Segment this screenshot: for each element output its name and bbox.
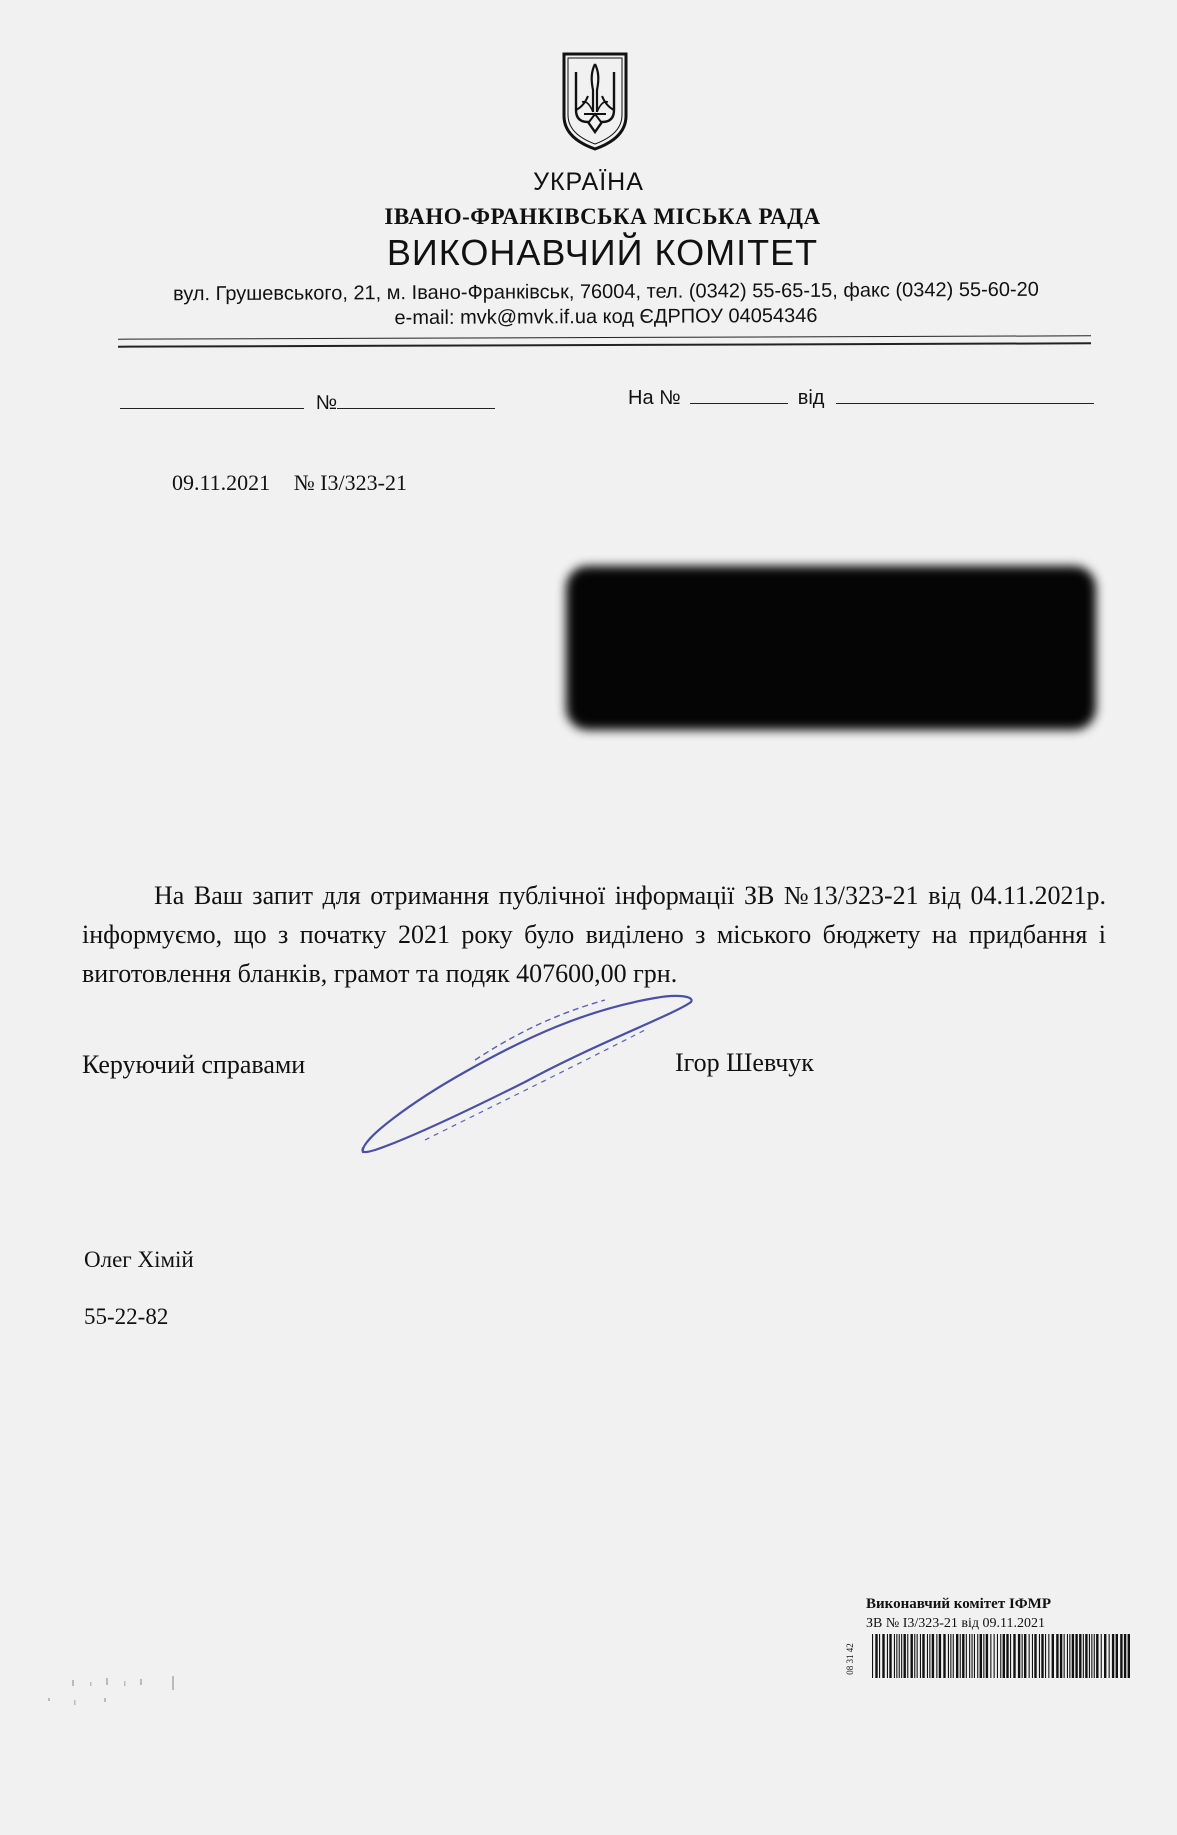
barcode-bar: [1101, 1634, 1102, 1678]
email-code-line: e-mail: mvk@mvk.if.ua код ЄДРПОУ 04054346: [394, 304, 818, 330]
barcode-bar: [1083, 1634, 1084, 1678]
barcode-bar: [1067, 1634, 1068, 1678]
barcode-bar: [939, 1634, 941, 1678]
barcode-bar: [1056, 1634, 1058, 1678]
barcode-bar: [972, 1634, 973, 1678]
barcode-bar: [1064, 1634, 1065, 1678]
barcode-bar: [943, 1634, 945, 1678]
barcode-bar: [1032, 1634, 1033, 1678]
barcode-bar: [899, 1634, 900, 1678]
handwritten-signature-icon: [355, 990, 705, 1170]
barcode-bar: [1052, 1634, 1054, 1678]
barcode-bar: [901, 1634, 902, 1678]
barcode-bar: [1041, 1634, 1043, 1678]
barcode-bar: [1124, 1634, 1126, 1678]
barcode-bar: [1094, 1634, 1095, 1678]
barcode-bar: [966, 1634, 967, 1678]
committee-heading: ВИКОНАВЧИЙ КОМІТЕТ: [386, 232, 819, 273]
barcode-bar: [1089, 1634, 1090, 1678]
barcode-bar: [956, 1634, 958, 1678]
country-heading: УКРАЇНА: [533, 168, 644, 196]
outgoing-date-blank-line: [120, 390, 304, 409]
header-rule-thin: [118, 335, 1091, 339]
barcode-bar: [1116, 1634, 1118, 1678]
barcode-bar: [969, 1634, 970, 1678]
barcode-bar: [1022, 1634, 1023, 1678]
registration-stamp: [844, 1596, 1134, 1688]
address-line: вул. Грушевського, 21, м. Івано-Франківськ, 76004, тел. (0342) 55-65-15, факс (0342) 55-60-20: [173, 278, 1039, 306]
header-rule-thick: [118, 342, 1091, 347]
barcode-bar: [911, 1634, 913, 1678]
body-paragraph: На Ваш запит для отримання публічної інформації ЗВ №13/323-21 від 04.11.2021р. інформуємо, що з початку 2021 року було виділено з міського бюджету на придбання і виготовлення бланків, грамот та подяк 407600,00 грн.: [82, 881, 1106, 988]
barcode-bar: [1003, 1634, 1005, 1678]
barcode-bar: [994, 1634, 995, 1678]
barcode-bar: [1096, 1634, 1098, 1678]
executor-phone: 55-22-82: [84, 1304, 169, 1329]
stamp-time: 08 31 42: [844, 1643, 855, 1675]
outgoing-reference: [172, 470, 407, 496]
barcode-bar: [960, 1634, 961, 1678]
barcode-bar: [896, 1634, 897, 1678]
barcode-bar: [977, 1634, 978, 1678]
barcode-bar: [1128, 1634, 1130, 1678]
barcode-bar: [894, 1634, 895, 1678]
barcode-bar: [986, 1634, 988, 1678]
barcode-bar: [1029, 1634, 1030, 1678]
barcode-bar: [936, 1634, 937, 1678]
barcode-bar: [980, 1634, 982, 1678]
redacted-addressee-block: [566, 566, 1096, 730]
barcode-bar: [875, 1634, 877, 1678]
barcode-bar: [1024, 1634, 1026, 1678]
number-blank-line: [337, 390, 495, 409]
signer-title: Керуючий справами: [82, 1050, 306, 1079]
barcode-bar: [950, 1634, 951, 1678]
barcode-bar: [962, 1634, 964, 1678]
stamp-title: Виконавчий комітет ІФМР: [866, 1596, 1051, 1612]
barcode-bar: [882, 1634, 884, 1678]
council-heading: ІВАНО-ФРАНКІВСЬКА МІСЬКА РАДА: [384, 204, 821, 229]
barcode-bar: [1072, 1634, 1074, 1678]
barcode-bar: [914, 1634, 915, 1678]
barcode-bar: [1048, 1634, 1049, 1678]
barcode-bar: [1104, 1634, 1106, 1678]
barcode-bar: [1010, 1634, 1011, 1678]
outgoing-date: 09.11.2021: [172, 470, 271, 495]
barcode-bar: [1000, 1634, 1001, 1678]
barcode-bar: [997, 1634, 998, 1678]
executor-name: Олег Хімій: [84, 1247, 194, 1272]
barcode-bar: [990, 1634, 991, 1678]
barcode-bar: [929, 1634, 930, 1678]
in-reply-number-blank-line: [690, 385, 788, 404]
barcode-bar: [887, 1634, 888, 1678]
barcode-bar: [927, 1634, 928, 1678]
barcode-bar: [1018, 1634, 1020, 1678]
in-reply-date-blank-line: [836, 385, 1094, 404]
barcode-bar: [1060, 1634, 1062, 1678]
barcode-bar: [1091, 1634, 1092, 1678]
barcode-bar: [1120, 1634, 1122, 1678]
barcode-bar: [1034, 1634, 1036, 1678]
barcode-bar: [1079, 1634, 1081, 1678]
from-label: від: [797, 387, 825, 409]
barcode-bar: [953, 1634, 954, 1678]
barcode-bar: [1039, 1634, 1040, 1678]
signer-name: Ігор Шевчук: [675, 1048, 814, 1077]
outgoing-number: № І3/323-21: [293, 470, 407, 495]
barcode-bar: [879, 1634, 880, 1678]
barcode-bar: [932, 1634, 934, 1678]
barcode-bar: [920, 1634, 921, 1678]
barcode-bar: [922, 1634, 924, 1678]
barcode-bar: [889, 1634, 891, 1678]
in-reply-blank: [628, 385, 1094, 410]
trident-emblem-icon: [558, 50, 632, 152]
barcode-bar: [904, 1634, 906, 1678]
barcode-bar: [974, 1634, 975, 1678]
barcode-bar: [1085, 1634, 1087, 1678]
stamp-registration: ЗВ № І3/323-21 від 09.11.2021: [866, 1616, 1046, 1631]
barcode-bar: [1069, 1634, 1070, 1678]
in-reply-label: На №: [628, 387, 681, 409]
barcode-bar: [1006, 1634, 1008, 1678]
scan-specks-icon: [44, 1676, 184, 1716]
outgoing-number-blank: [120, 390, 495, 415]
barcode-bar: [917, 1634, 918, 1678]
barcode-bar: [1109, 1634, 1110, 1678]
barcode-bar: [983, 1634, 984, 1678]
barcode-icon: [872, 1634, 1130, 1678]
number-sign-label: №: [315, 392, 338, 414]
barcode-bar: [1075, 1634, 1077, 1678]
barcode-bar: [907, 1634, 908, 1678]
barcode-bar: [1112, 1634, 1114, 1678]
barcode-bar: [1013, 1634, 1015, 1678]
barcode-bar: [948, 1634, 949, 1678]
barcode-bar: [872, 1634, 873, 1678]
barcode-bar: [1045, 1634, 1046, 1678]
